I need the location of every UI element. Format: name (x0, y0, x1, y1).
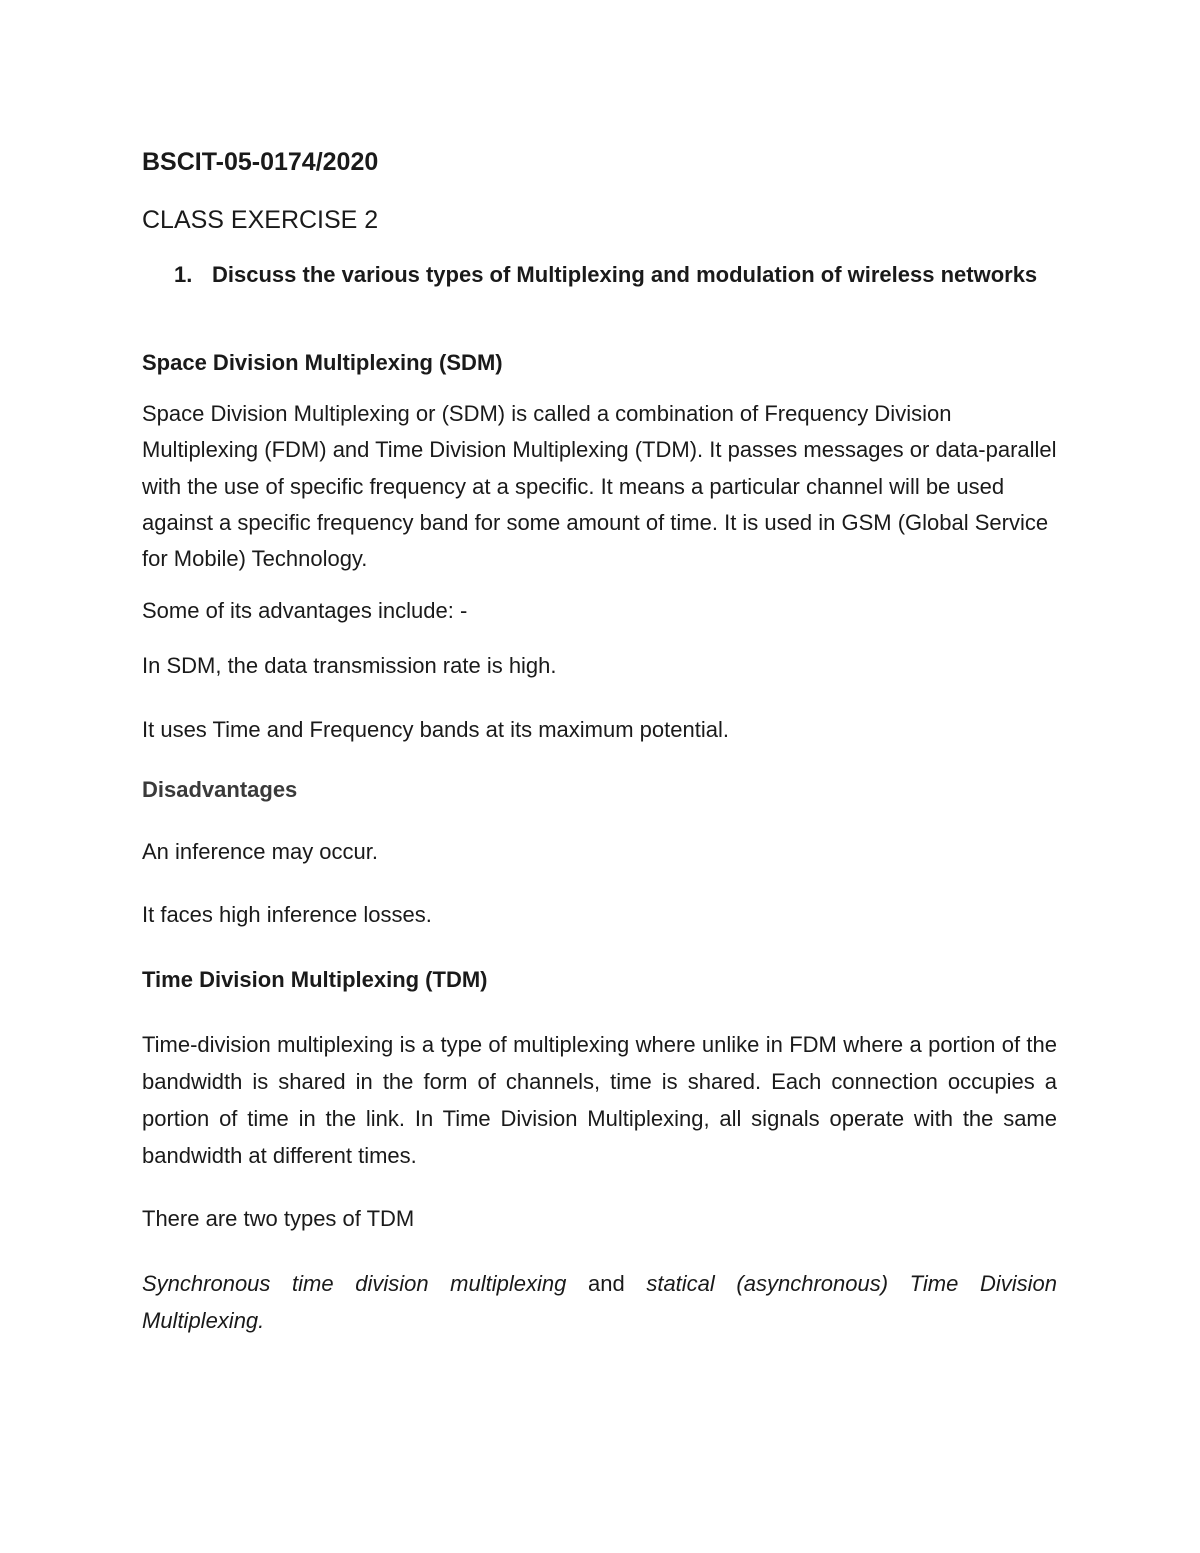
question-number: 1. (174, 262, 193, 287)
sdm-advantages-intro: Some of its advantages include: - (142, 598, 468, 623)
exercise-title: CLASS EXERCISE 2 (142, 206, 379, 234)
sdm-advantage-1: In SDM, the data transmission rate is high. (142, 653, 557, 678)
sdm-disadvantage-2: It faces high inference losses. (142, 902, 432, 927)
tdm-type-conjunction: and (587, 1271, 625, 1296)
tdm-type-synchronous: Synchronous time division multiplexing (142, 1271, 567, 1296)
sdm-advantage-2: It uses Time and Frequency bands at its maximum potential. (142, 717, 729, 742)
tdm-types-line (142, 1265, 1057, 1339)
question-text: Discuss the various types of Multiplexing and modulation of wireless networks (212, 262, 1038, 287)
tdm-body: Time-division multiplexing is a type of multiplexing where unlike in FDM where a portion of the bandwidth is shared in the form of channels, time is shared. Each connection occupies a portion of time in the link. In Time Division Multiplexing, all signals operate with the same bandwidth at different times. (142, 1032, 1057, 1168)
student-id: BSCIT-05-0174/2020 (142, 148, 379, 176)
tdm-type-statical: statical (asynchronous) Time Division Multiplexing. (142, 1271, 1057, 1333)
tdm-types-intro: There are two types of TDM (142, 1206, 415, 1231)
sdm-body: Space Division Multiplexing or (SDM) is called a combination of Frequency Division Multiplexing (FDM) and Time Division Multiplexing (TDM). It passes messages or data-parallel with the use of specific frequency at a specific. It means a particular channel will be used against a specific frequency band for some amount of time. It is used in GSM (Global Service for Mobile) Technology. (142, 401, 1057, 572)
sdm-disadvantage-1: An inference may occur. (142, 839, 379, 864)
sdm-disadvantages-heading: Disadvantages (142, 777, 298, 802)
sdm-heading: Space Division Multiplexing (SDM) (142, 350, 503, 375)
tdm-heading: Time Division Multiplexing (TDM) (142, 967, 488, 992)
